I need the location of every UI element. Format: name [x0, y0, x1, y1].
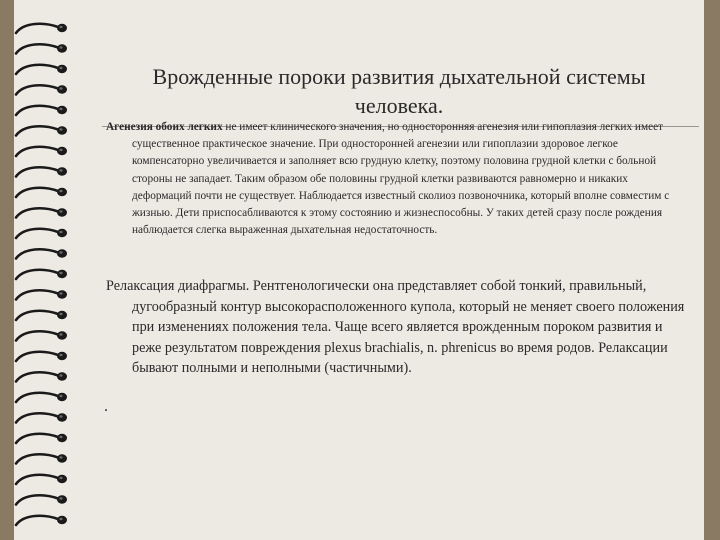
binding-ring [16, 454, 67, 463]
binding-ring [16, 24, 67, 33]
binding-ring [16, 475, 67, 484]
binding-ring [16, 106, 67, 115]
binding-ring [16, 290, 67, 299]
binding-ring [16, 126, 67, 135]
paragraph-relaxation [106, 276, 686, 379]
trailing-bullet: . [104, 398, 108, 415]
binding-ring [16, 147, 67, 156]
binding-ring [16, 44, 67, 53]
paragraph-agenesis [106, 119, 676, 239]
notebook-page [14, 0, 704, 540]
paragraph-relaxation-text: . Рентгенологически она представляет собой тонкий, правильный, дугообразный контур высокорасположенного купола, который не меняет своего положения при изменениях положения тела. Чаще всего является врожденным пороком развития и реже результатом повреждения plexus brachialis, n. phrenicus во время родов. Релаксации бывают полными и неполными (частичными). [132, 278, 685, 377]
binding-ring [16, 188, 67, 197]
paragraph-agenesis-lead: Агенезия обоих легких [106, 121, 223, 133]
binding-ring [16, 516, 67, 525]
binding-ring [16, 372, 67, 381]
spiral-binding [14, 0, 104, 540]
binding-ring [16, 393, 67, 402]
binding-ring [16, 208, 67, 217]
binding-ring [16, 311, 67, 320]
paragraph-agenesis-text: не имеет клинического значения, но односторонняя агенезия или гипоплазия легких имеет существенное практическое значение. При односторонней агенезии или гипоплазии здоровое легкое компенсаторно увеличивается и заполняет всю грудную клетку, поэтому половина грудной клетки с больной стороны не западает. Таким образом обе половины грудной клетки развиваются равномерно и никаких деформаций почти не существует. Наблюдается известный сколиоз позвоночника, который вполне совместим с жизнью. Дети приспосабливаются к этому состоянию и жизнеспособны. У таких детей сразу после рождения наблюдается слегка выраженная дыхательная недостаточность. [132, 121, 670, 237]
binding-ring [16, 85, 67, 94]
slide-title: Врожденные пороки развития дыхательной системы человека. [152, 64, 646, 118]
binding-ring [16, 167, 67, 176]
binding-ring [16, 495, 67, 504]
binding-ring [16, 434, 67, 443]
binding-ring [16, 65, 67, 74]
binding-ring [16, 413, 67, 422]
binding-ring [16, 352, 67, 361]
binding-ring [16, 229, 67, 238]
binding-ring [16, 331, 67, 340]
binding-ring [16, 249, 67, 258]
paragraph-relaxation-lead: Релаксация диафрагмы [106, 278, 246, 294]
binding-ring [16, 270, 67, 279]
